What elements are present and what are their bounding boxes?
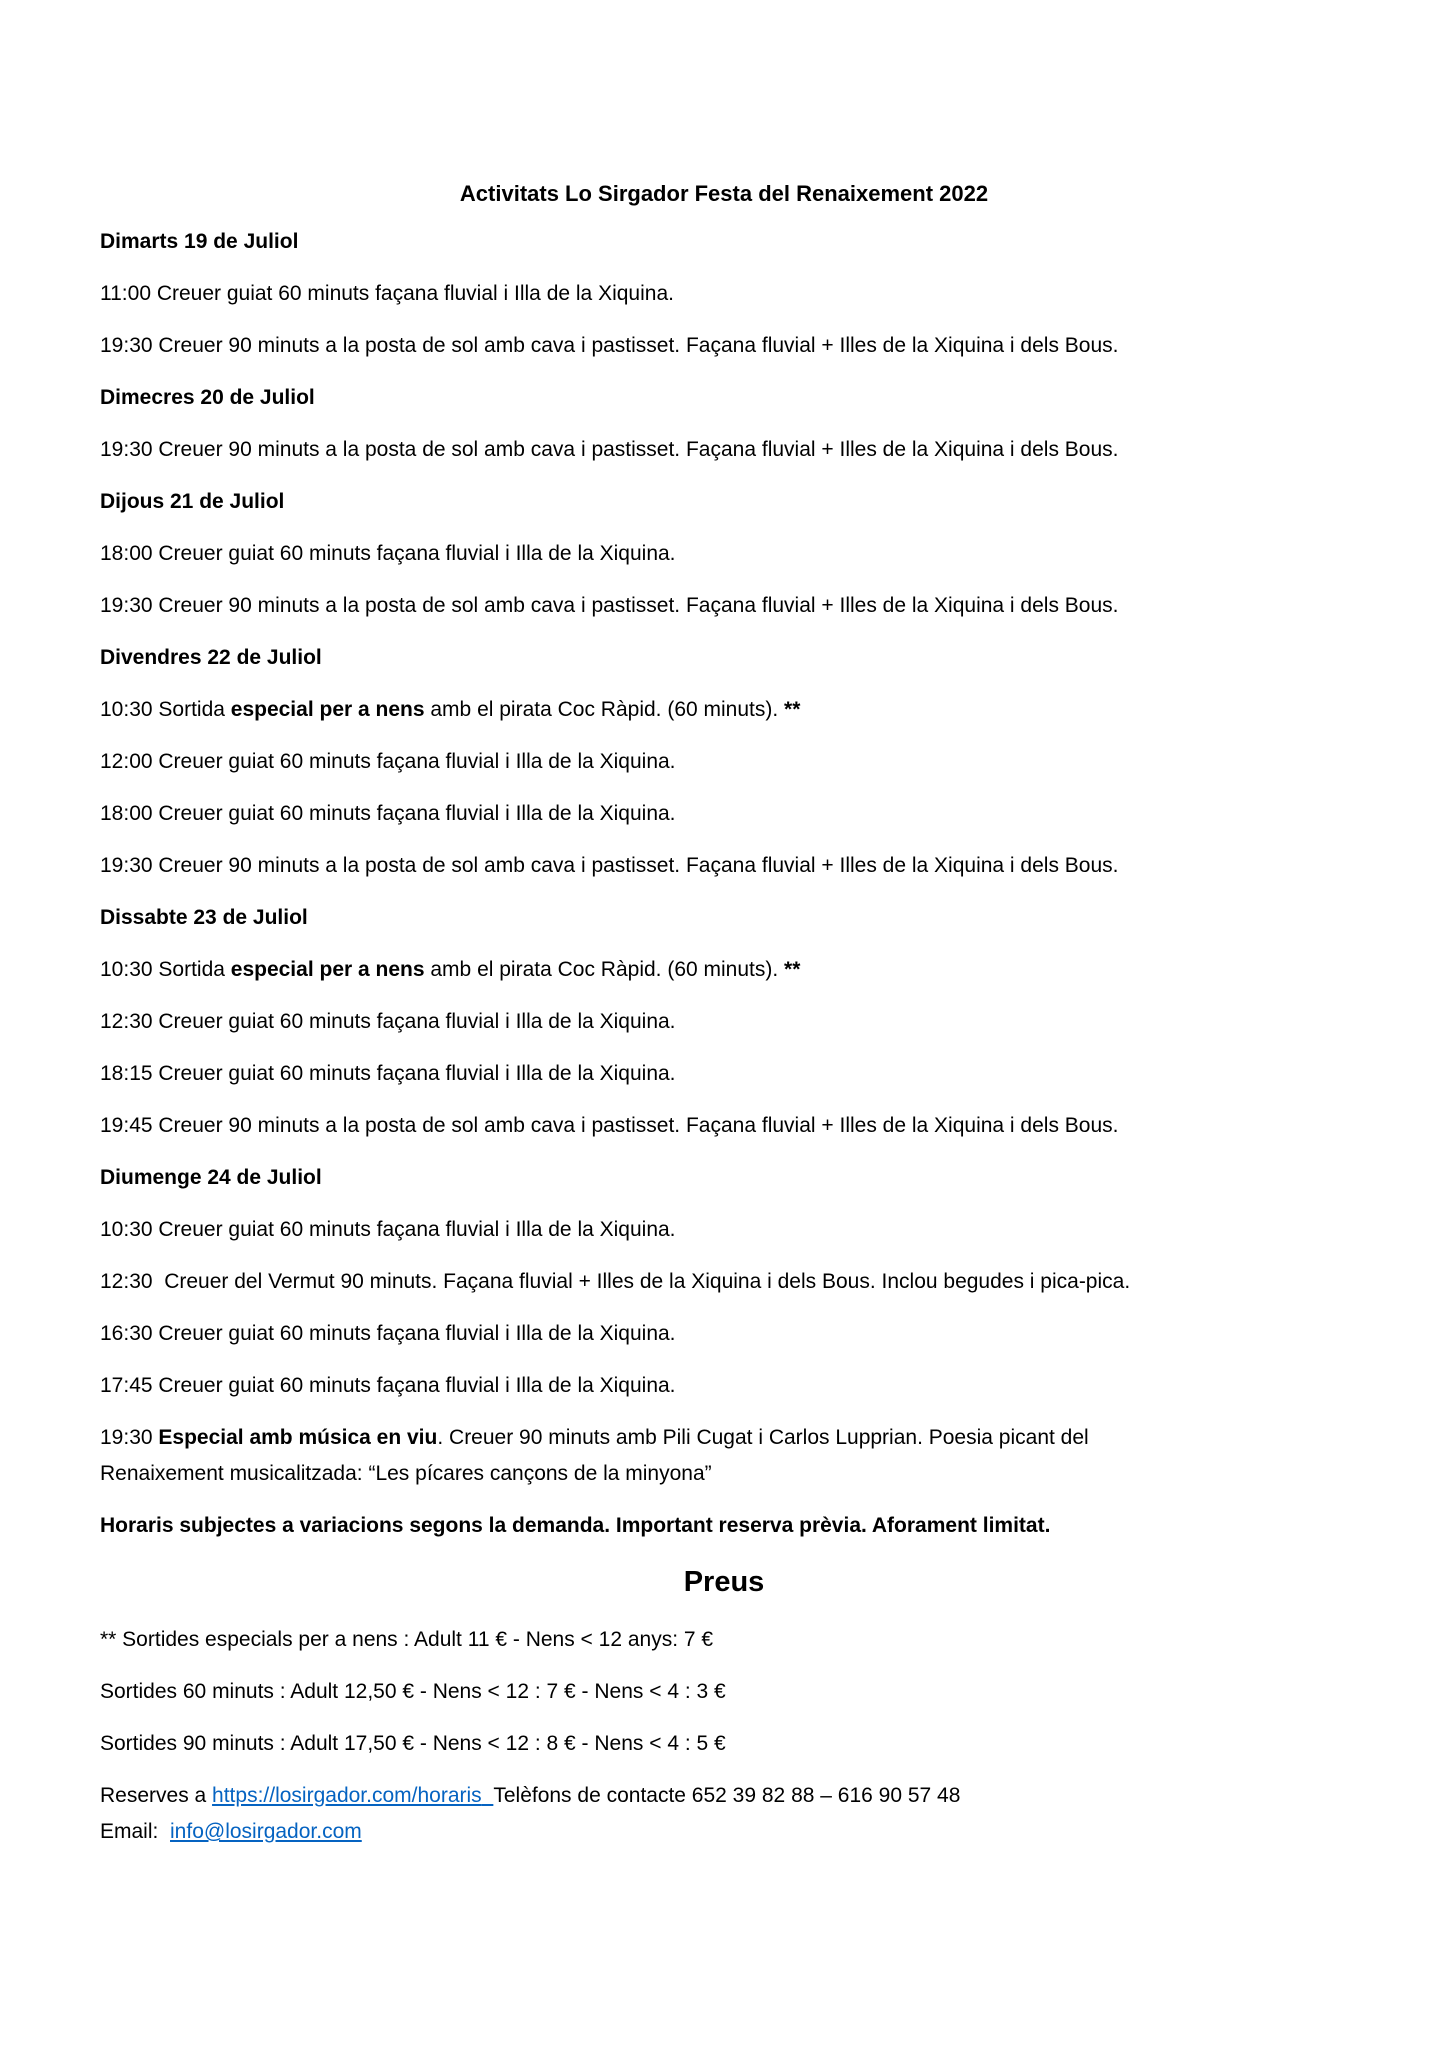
schedule-item <box>100 588 1348 624</box>
document-body <box>100 176 1348 1850</box>
text-line <box>100 380 1348 416</box>
text-segment: 19:30 Creuer 90 minuts a la posta de sol amb cava i pastisset. Façana fluvial + Illes de la Xiquina i dels Bous. <box>100 438 1119 461</box>
text-segment: 10:30 Creuer guiat 60 minuts façana fluvial i Illa de la Xiquina. <box>100 1218 676 1241</box>
text-segment: ** <box>784 698 801 721</box>
text-line <box>100 224 1348 260</box>
text-segment: Email: <box>100 1820 171 1843</box>
schedule-item <box>100 1004 1348 1040</box>
text-segment: Diumenge 24 de Juliol <box>100 1166 322 1189</box>
text-segment: 12:30 Creuer del Vermut 90 minuts. Façana fluvial + Illes de la Xiquina i dels Bous. Inclou begudes i pica-pica. <box>100 1270 1131 1293</box>
text-line <box>100 1726 1348 1762</box>
text-line <box>100 1814 1348 1850</box>
text-line <box>100 952 1348 988</box>
schedule-item <box>100 952 1348 988</box>
text-line <box>100 1160 1348 1196</box>
day-heading-divendres-22 <box>100 640 1348 676</box>
schedule-item <box>100 692 1348 728</box>
text-line <box>100 1368 1348 1404</box>
text-segment: amb el pirata Coc Ràpid. (60 minuts). <box>424 698 785 721</box>
text-line <box>100 1456 1348 1492</box>
schedule-item-musica <box>100 1420 1348 1492</box>
text-segment: Dijous 21 de Juliol <box>100 490 285 513</box>
text-segment: 19:30 Creuer 90 minuts a la posta de sol amb cava i pastisset. Façana fluvial + Illes de la Xiquina i dels Bous. <box>100 594 1119 617</box>
schedule-item <box>100 1368 1348 1404</box>
schedule-item <box>100 328 1348 364</box>
text-line <box>100 484 1348 520</box>
text-segment: especial per a nens <box>230 958 425 981</box>
text-line <box>100 1674 1348 1710</box>
text-line <box>100 900 1348 936</box>
text-segment <box>482 1784 494 1807</box>
notice-line <box>100 1508 1348 1544</box>
prices-title <box>100 1560 1348 1604</box>
text-segment: Renaixement musicalitzada: “Les pícares cançons de la minyona” <box>100 1462 712 1485</box>
text-segment: Dimecres 20 de Juliol <box>100 386 315 409</box>
schedule-item <box>100 744 1348 780</box>
day-heading-dissabte-23 <box>100 900 1348 936</box>
text-segment: . Creuer 90 minuts amb Pili Cugat i Carlos Lupprian. Poesia picant del <box>437 1426 1089 1449</box>
text-line <box>100 1108 1348 1144</box>
text-segment: 17:45 Creuer guiat 60 minuts façana fluvial i Illa de la Xiquina. <box>100 1374 676 1397</box>
text-line <box>100 848 1348 884</box>
text-line <box>100 744 1348 780</box>
text-segment: 10:30 Sortida <box>100 698 231 721</box>
text-line <box>100 276 1348 312</box>
text-line <box>100 176 1348 212</box>
day-heading-dijous-21 <box>100 484 1348 520</box>
schedule-item <box>100 1264 1348 1300</box>
text-line <box>100 1264 1348 1300</box>
day-heading-diumenge-24 <box>100 1160 1348 1196</box>
text-segment: 18:00 Creuer guiat 60 minuts façana fluvial i Illa de la Xiquina. <box>100 802 676 825</box>
document-title <box>100 176 1348 212</box>
schedule-item <box>100 432 1348 468</box>
text-segment: Divendres 22 de Juliol <box>100 646 322 669</box>
text-line <box>100 1420 1348 1456</box>
price-line-60 <box>100 1674 1348 1710</box>
text-segment: 19:30 Creuer 90 minuts a la posta de sol amb cava i pastisset. Façana fluvial + Illes de la Xiquina i dels Bous. <box>100 854 1119 877</box>
text-segment: Dimarts 19 de Juliol <box>100 230 299 253</box>
text-line <box>100 640 1348 676</box>
text-line <box>100 1560 1348 1604</box>
text-segment: 19:30 <box>100 1426 159 1449</box>
text-line <box>100 1508 1348 1544</box>
text-segment: 12:30 Creuer guiat 60 minuts façana fluvial i Illa de la Xiquina. <box>100 1010 676 1033</box>
schedule-item <box>100 536 1348 572</box>
text-segment: 18:00 Creuer guiat 60 minuts façana fluvial i Illa de la Xiquina. <box>100 542 676 565</box>
text-line <box>100 1212 1348 1248</box>
text-line <box>100 796 1348 832</box>
text-line <box>100 1622 1348 1658</box>
schedule-item <box>100 1212 1348 1248</box>
price-line-90 <box>100 1726 1348 1762</box>
schedule-item <box>100 276 1348 312</box>
price-line-especials <box>100 1622 1348 1658</box>
text-segment: ** <box>784 958 801 981</box>
text-segment: especial per a nens <box>230 698 425 721</box>
schedule-item <box>100 1056 1348 1092</box>
text-line <box>100 536 1348 572</box>
text-segment: Activitats Lo Sirgador Festa del Renaixement 2022 <box>459 181 989 206</box>
text-segment: Sortides 90 minuts : Adult 17,50 € - Nens < 12 : 8 € - Nens < 4 : 5 € <box>100 1732 726 1755</box>
text-segment: Preus <box>683 1566 765 1598</box>
text-line <box>100 1778 1348 1814</box>
schedule-item <box>100 1108 1348 1144</box>
contact-block <box>100 1778 1348 1850</box>
text-segment: 19:30 Creuer 90 minuts a la posta de sol amb cava i pastisset. Façana fluvial + Illes de la Xiquina i dels Bous. <box>100 334 1119 357</box>
text-line <box>100 328 1348 364</box>
text-segment: 12:00 Creuer guiat 60 minuts façana fluvial i Illa de la Xiquina. <box>100 750 676 773</box>
text-segment: Dissabte 23 de Juliol <box>100 906 308 929</box>
text-segment: Especial amb música en viu <box>158 1426 438 1449</box>
text-segment: Sortides 60 minuts : Adult 12,50 € - Nens < 12 : 7 € - Nens < 4 : 3 € <box>100 1680 726 1703</box>
text-segment: amb el pirata Coc Ràpid. (60 minuts). <box>424 958 785 981</box>
text-line <box>100 432 1348 468</box>
text-segment: 18:15 Creuer guiat 60 minuts façana fluvial i Illa de la Xiquina. <box>100 1062 676 1085</box>
schedule-item <box>100 1316 1348 1352</box>
horaris-link[interactable]: https://losirgador.com/horaris <box>212 1784 482 1807</box>
text-segment: Reserves a <box>100 1784 213 1807</box>
text-segment: 11:00 Creuer guiat 60 minuts façana fluvial i Illa de la Xiquina. <box>100 282 674 305</box>
schedule-item <box>100 796 1348 832</box>
text-line <box>100 1316 1348 1352</box>
schedule-item <box>100 848 1348 884</box>
text-line <box>100 1056 1348 1092</box>
text-line <box>100 1004 1348 1040</box>
text-segment: 10:30 Sortida <box>100 958 231 981</box>
email-link[interactable]: info@losirgador.com <box>170 1820 362 1843</box>
day-heading-dimarts-19 <box>100 224 1348 260</box>
text-line <box>100 588 1348 624</box>
text-segment: 19:45 Creuer 90 minuts a la posta de sol amb cava i pastisset. Façana fluvial + Illes de la Xiquina i dels Bous. <box>100 1114 1119 1137</box>
text-segment: 16:30 Creuer guiat 60 minuts façana fluvial i Illa de la Xiquina. <box>100 1322 676 1345</box>
text-segment: ** Sortides especials per a nens : Adult 11 € - Nens < 12 anys: 7 € <box>100 1628 714 1651</box>
text-segment: Telèfons de contacte 652 39 82 88 – 616 90 57 48 <box>493 1784 961 1807</box>
text-line <box>100 692 1348 728</box>
text-segment: Horaris subjectes a variacions segons la demanda. Important reserva prèvia. Aforament limitat. <box>100 1514 1051 1537</box>
day-heading-dimecres-20 <box>100 380 1348 416</box>
